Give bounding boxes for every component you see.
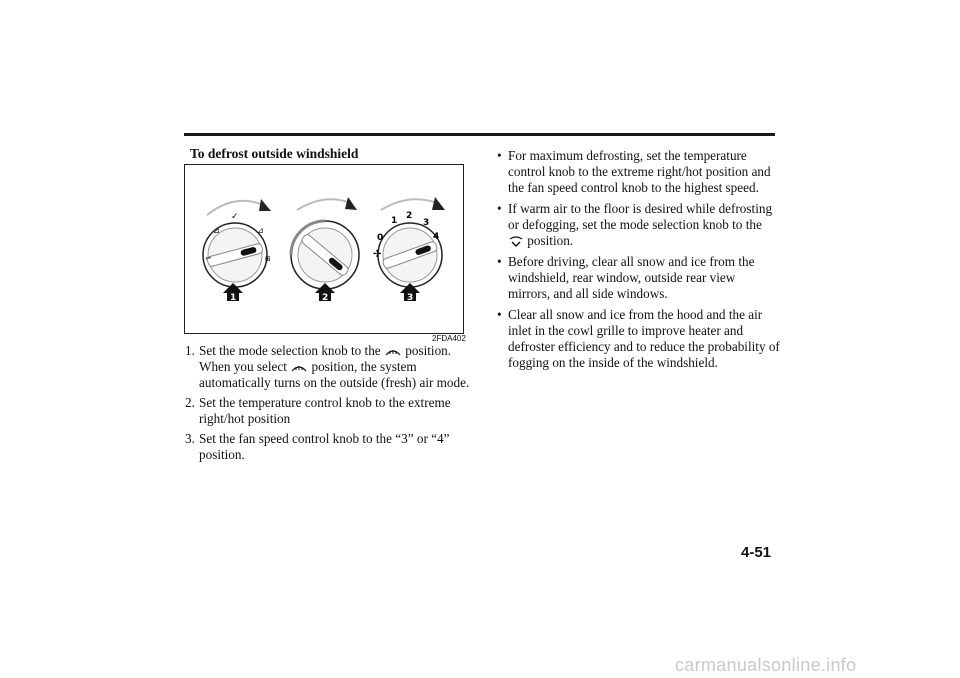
step-number: 1.	[185, 343, 195, 358]
svg-text:✓: ✓	[231, 212, 239, 222]
page-number: 4-51	[741, 544, 772, 561]
fan-icon: ✢	[373, 249, 382, 260]
list-item	[495, 307, 780, 371]
bullet-text: If warm air to the floor is desired while defrosting or defogging, set the mode selection knob to the	[508, 201, 773, 232]
svg-text:2: 2	[322, 293, 329, 303]
bullet-dot: •	[497, 307, 502, 322]
control-knobs-illustration	[185, 165, 463, 333]
list-item	[495, 201, 780, 249]
fan-speed-label: 0	[377, 233, 384, 243]
tips-list	[495, 148, 780, 376]
fan-speed-label: 4	[433, 232, 440, 242]
defrost-icon	[290, 362, 308, 373]
svg-text:⊿: ⊿	[213, 226, 220, 235]
fan-speed-label: 1	[391, 216, 398, 226]
fan-speed-label: 2	[406, 211, 413, 221]
svg-text:⊿: ⊿	[257, 226, 264, 235]
step-text: Set the mode selection knob to the	[199, 343, 384, 358]
watermark: carmanualsonline.info	[675, 655, 857, 675]
floor-defrost-icon	[508, 236, 524, 248]
bullet-text: Before driving, clear all snow and ice from the windshield, rear window, outside rear view mirrors, and all side windows.	[508, 254, 755, 301]
bullet-text: Clear all snow and ice from the hood and the air inlet in the cowl grille to improve heater and defroster efficiency and to reduce the probability of fogging on the inside of the windshield.	[508, 307, 780, 370]
defrost-icon	[384, 346, 402, 357]
bullet-text: position.	[524, 233, 574, 248]
header-rule	[184, 133, 775, 136]
section-heading: To defrost outside windshield	[190, 146, 359, 161]
step-item	[185, 431, 470, 463]
fan-speed-label: 3	[423, 218, 430, 228]
mode-selection-knob	[203, 199, 271, 287]
instruction-steps	[185, 343, 470, 467]
svg-text:3: 3	[407, 293, 414, 303]
bullet-dot: •	[497, 148, 502, 163]
list-item	[495, 254, 780, 302]
svg-text:⊞: ⊞	[265, 255, 271, 263]
step-text: position, the system automatically turns on the outside (fresh) air mode.	[199, 359, 470, 390]
bullet-text: For maximum defrosting, set the temperature control knob to the extreme right/hot position and the fan speed control knob to the highest speed.	[508, 148, 771, 195]
temperature-knob	[291, 197, 359, 289]
svg-text:⌐: ⌐	[205, 254, 212, 263]
figure-code: 2FDA402	[432, 334, 466, 343]
step-item	[185, 343, 470, 391]
step-number: 2.	[185, 395, 195, 410]
step-number: 3.	[185, 431, 195, 446]
control-knobs-figure	[184, 164, 464, 334]
step-text: position. When you select	[199, 343, 452, 374]
bullet-dot: •	[497, 201, 502, 216]
step-item	[185, 395, 470, 427]
bullet-dot: •	[497, 254, 502, 269]
list-item	[495, 148, 780, 196]
step-text: Set the fan speed control knob to the “3” or “4” position.	[199, 431, 450, 462]
fan-speed-knob	[373, 197, 445, 287]
svg-text:1: 1	[230, 293, 237, 303]
step-text: Set the temperature control knob to the extreme right/hot position	[199, 395, 451, 426]
